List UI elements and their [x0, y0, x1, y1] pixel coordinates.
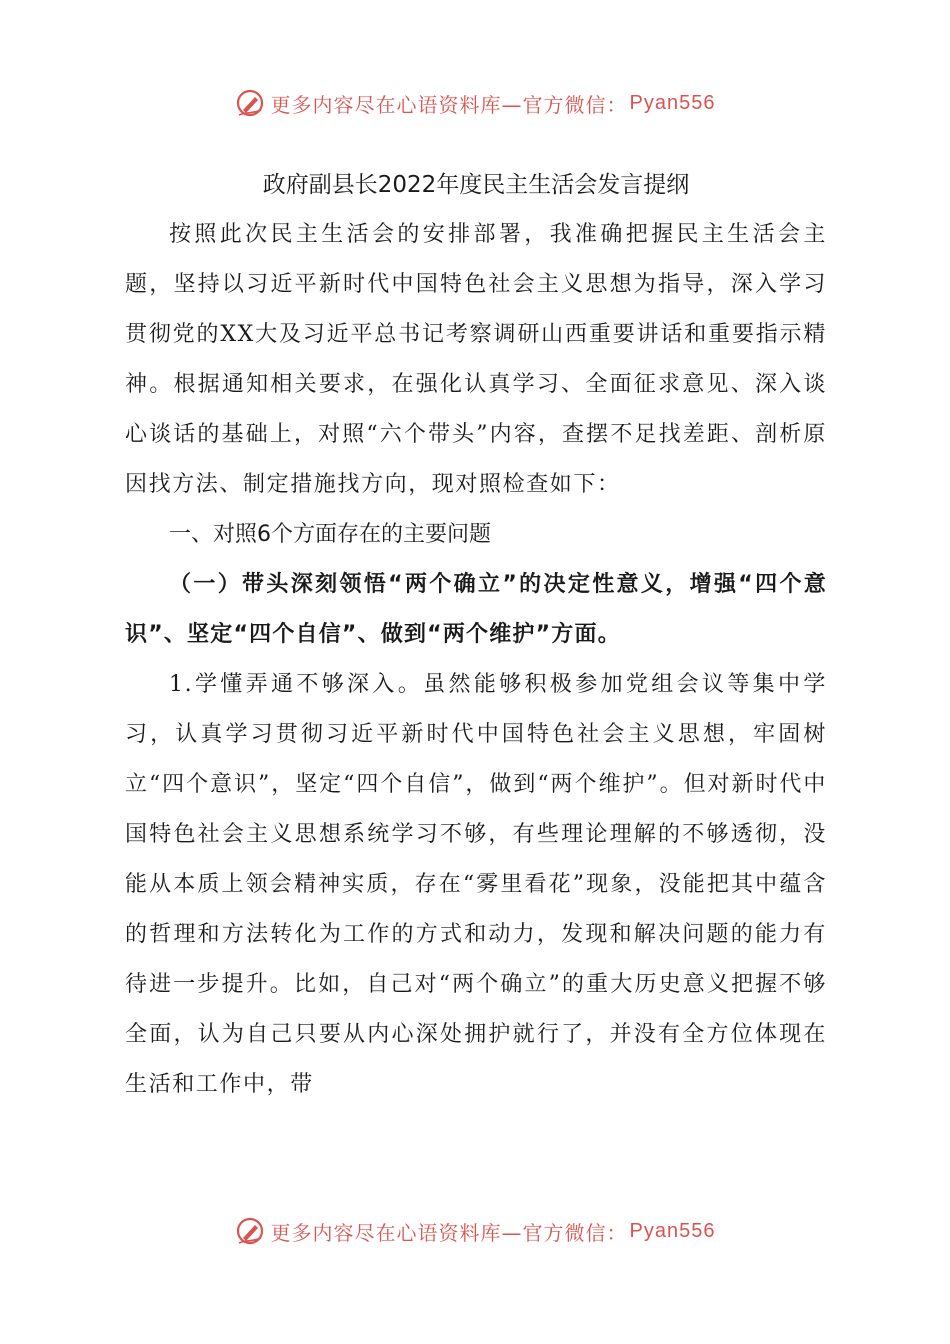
subsection-heading: （一）带头深刻领悟“两个确立”的决定性意义，增强“四个意识”、坚定“四个自信”、做到“两个维护”方面。: [125, 572, 827, 647]
pen-icon: [235, 1216, 265, 1246]
watermark-text: 更多内容尽在心语资料库—官方微信：: [270, 92, 628, 117]
intro-paragraph: 按照此次民主生活会的安排部署，我准确把握民主生活会主题，坚持以习近平新时代中国特色社会主义思想为指导，深入学习贯彻党的XX大及习近平总书记考察调研山西重要讲话和重要指示精神。根据通知相关要求，在强化认真学习、全面征求意见、深入谈心谈话的基础上，对照“六个带头”内容，查摆不足找差距、剖析原因找方法、制定措施找方向，现对照检查如下：: [125, 222, 827, 497]
watermark-banner-bottom: [0, 1211, 950, 1251]
pen-icon: [235, 88, 265, 118]
watermark-text: 更多内容尽在心语资料库—官方微信：: [270, 1220, 628, 1245]
item-paragraph: 1.学懂弄通不够深入。虽然能够积极参加党组会议等集中学习，认真学习贯彻习近平新时代中国特色社会主义思想，牢固树立“四个意识”，坚定“四个自信”，做到“两个维护”。但对新时代中国特色社会主义思想系统学习不够，有些理论理解的不够透彻，没能从本质上领会精神实质，存在“雾里看花”现象，没能把其中蕴含的哲理和方法转化为工作的方式和动力，发现和解决问题的能力有待进一步提升。比如，自己对“两个确立”的重大历史意义把握不够全面，认为自己只要从内心深处拥护就行了，并没有全方位体现在生活和工作中，带: [125, 672, 827, 1097]
section-heading: 一、对照6个方面存在的主要问题: [169, 522, 491, 547]
document-body: [125, 160, 827, 1110]
watermark-banner-top: [0, 83, 950, 123]
document-title: 政府副县长2022年度民主生活会发言提纲: [262, 172, 690, 198]
watermark-wechat-id: Pyan556: [629, 91, 716, 114]
watermark-wechat-id: Pyan556: [629, 1219, 716, 1242]
